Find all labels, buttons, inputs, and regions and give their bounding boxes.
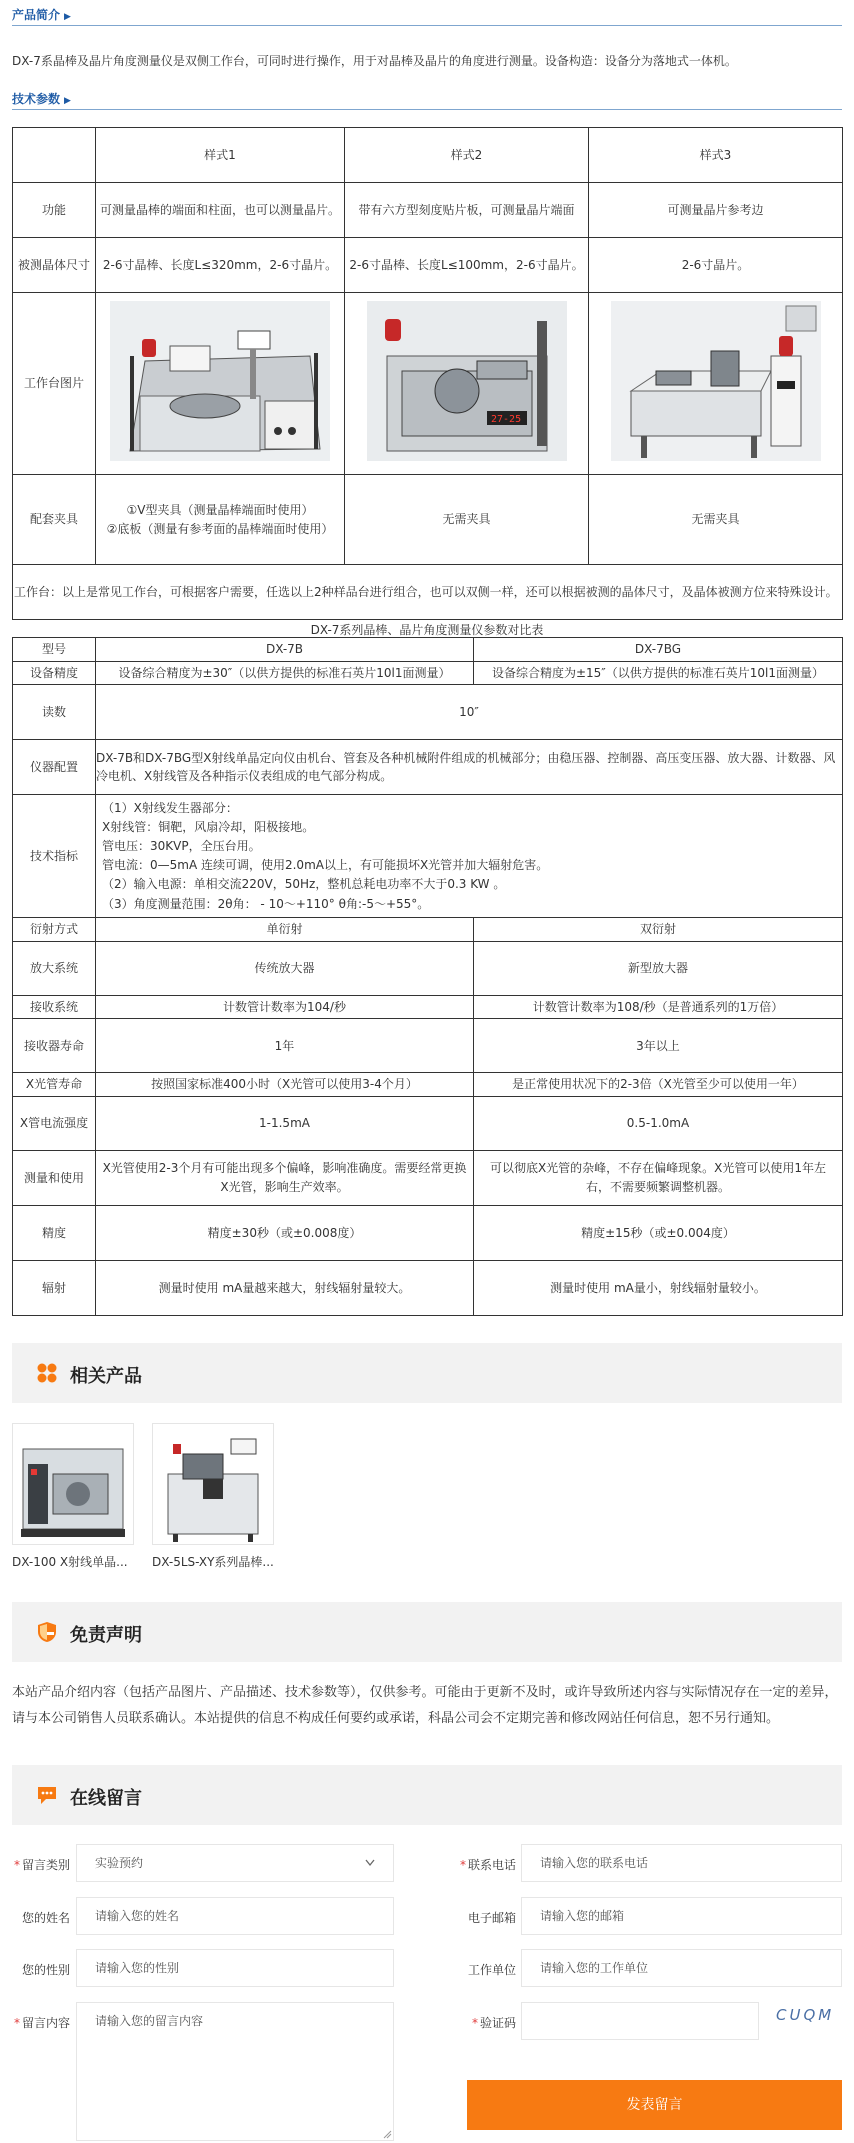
table-cell: 放大系统 <box>13 941 96 995</box>
product-image[interactable] <box>12 1423 134 1545</box>
table-cell: 精度 <box>13 1205 96 1260</box>
table-cell: 设备精度 <box>13 661 96 685</box>
table-cell: 样式2 <box>345 128 589 183</box>
table-cell: 2-6寸晶棒、长度L≤100mm，2-6寸晶片。 <box>345 238 589 293</box>
chat-icon <box>36 1784 58 1806</box>
table-cell: 样式1 <box>96 128 345 183</box>
table-cell <box>589 293 843 475</box>
fixture-line: ①V型夹具（测量晶棒端面时使用） <box>126 502 314 517</box>
company-label: 工作单位 <box>467 1963 516 1977</box>
category-value: 实验预约 <box>95 1856 144 1870</box>
tech-line: X射线管：铜靶，风扇冷却，阳极接地。 <box>102 819 315 834</box>
table-cell: DX-7B <box>96 638 474 662</box>
gender-label: 您的性别 <box>21 1963 70 1977</box>
table-cell: 样式3 <box>589 128 843 183</box>
workstation-table <box>12 127 843 620</box>
table-row <box>13 238 843 293</box>
email-input[interactable]: 请输入您的邮箱 <box>521 1897 842 1935</box>
table-cell: 精度±15秒（或±0.004度） <box>474 1205 843 1260</box>
table-row <box>13 740 843 795</box>
product-card-dx100[interactable] <box>12 1423 134 1570</box>
intro-heading <box>12 4 842 26</box>
disclaimer-header <box>12 1602 842 1662</box>
table-cell: 测量和使用 <box>13 1150 96 1205</box>
intro-text: DX-7系晶棒及晶片角度测量仪是双侧工作台，可同时进行操作，用于对晶棒及晶片的角度进行测量。设备构造：设备分为落地式一体机。 <box>12 54 737 68</box>
table-cell: 可测量晶片参考边 <box>589 183 843 238</box>
table-row <box>13 565 843 620</box>
table-cell: 是正常使用状况下的2-3倍（X光管至少可以使用一年） <box>474 1073 843 1097</box>
table-row <box>13 1019 843 1073</box>
table-cell: 可测量晶棒的端面和柱面，也可以测量晶片。 <box>96 183 345 238</box>
table-cell: 2-6寸晶棒、长度L≤320mm，2-6寸晶片。 <box>96 238 345 293</box>
category-label: * 留言类别 <box>13 1858 70 1872</box>
table-cell: 2-6寸晶片。 <box>589 238 843 293</box>
product-name[interactable]: DX-5LS-XY系列晶棒... <box>152 1555 274 1569</box>
phone-label: * 联系电话 <box>459 1858 516 1872</box>
name-label: 您的姓名 <box>21 1911 70 1925</box>
table-cell: 测量时使用 mA量小，射线辐射量较小。 <box>474 1260 843 1315</box>
table-cell <box>96 475 345 565</box>
resize-handle-icon[interactable] <box>383 2130 392 2139</box>
table-cell: 辐射 <box>13 1260 96 1315</box>
table-row <box>13 293 843 475</box>
product-name[interactable]: DX-100 X射线单晶... <box>12 1555 128 1569</box>
gender-input[interactable]: 请输入您的性别 <box>76 1949 394 1987</box>
intro-heading-text: 产品简介 <box>12 8 61 22</box>
workstation-photo-2 <box>367 301 567 461</box>
table-cell: 读数 <box>13 685 96 740</box>
grid-icon <box>36 1362 58 1384</box>
table-cell: 计数管计数率为108/秒（是普通系列的1万倍） <box>474 995 843 1019</box>
table-cell: 设备综合精度为±30″（以供方提供的标准石英片10l1面测量） <box>96 661 474 685</box>
table-cell: 3年以上 <box>474 1019 843 1073</box>
table-row <box>13 795 843 918</box>
table-cell: X光管使用2-3个月有可能出现多个偏峰，影响准确度。需要经常更换X光管，影响生产效率。 <box>96 1150 474 1205</box>
tech-line: （3）角度测量范围：2θ角： - 10～+110° θ角:-5～+55°。 <box>102 896 430 911</box>
captcha-label: * 验证码 <box>471 2016 516 2030</box>
table-cell: 接收系统 <box>13 995 96 1019</box>
table-row <box>13 661 843 685</box>
table-cell: 带有六方型刻度贴片板，可测量晶片端面 <box>345 183 589 238</box>
table-cell: 双衍射 <box>474 918 843 942</box>
comparison-caption: DX-7系列晶棒、晶片角度测量仪参数对比表 <box>310 623 544 637</box>
comparison-table <box>12 637 843 1316</box>
table-row <box>13 1073 843 1097</box>
name-input[interactable]: 请输入您的姓名 <box>76 1897 394 1935</box>
table-cell: 10″ <box>96 685 843 740</box>
table-cell: 1-1.5mA <box>96 1096 474 1150</box>
table-cell: DX-7B和DX-7BG型X射线单晶定向仪由机台、管套及各种机械附件组成的机械部分；由稳压器、控制器、高压变压器、放大器、计数器、风冷电机、X射线管及各种指示仪表组成的电气部分构成。 <box>96 740 843 795</box>
table-cell: 型号 <box>13 638 96 662</box>
lcd-readout: 27-25 <box>490 413 521 425</box>
table-row <box>13 638 843 662</box>
table-cell: 技术指标 <box>13 795 96 918</box>
table-cell <box>13 128 96 183</box>
table-cell: 衍射方式 <box>13 918 96 942</box>
table-cell: 被测晶体尺寸 <box>13 238 96 293</box>
table-footnote: 工作台：以上是常见工作台，可根据客户需要，任选以上2种样品台进行组合，也可以双侧一样，还可以根据被测的晶体尺寸，及晶体被测方位来特殊设计。 <box>13 565 843 620</box>
table-row <box>13 1150 843 1205</box>
table-cell: 设备综合精度为±15″（以供方提供的标准石英片10l1面测量） <box>474 661 843 685</box>
content-label: * 留言内容 <box>13 2016 70 2030</box>
workstation-photo-1 <box>110 301 330 461</box>
submit-button[interactable]: 发表留言 <box>467 2080 842 2130</box>
related-products-title: 相关产品 <box>70 1366 142 1387</box>
table-row <box>13 1096 843 1150</box>
table-cell: 1年 <box>96 1019 474 1073</box>
table-cell <box>345 293 589 475</box>
table-cell: 功能 <box>13 183 96 238</box>
captcha-image[interactable]: CUQM <box>776 2006 835 2024</box>
specs-heading <box>12 88 842 110</box>
table-row <box>13 918 843 942</box>
disclaimer-title: 免责声明 <box>70 1625 142 1646</box>
message-title: 在线留言 <box>70 1788 142 1809</box>
content-textarea[interactable]: 请输入您的留言内容 <box>76 2002 394 2141</box>
tech-line: （2）输入电源：单相交流220V，50Hz，整机总耗电功率不大于0.3 KW 。 <box>102 877 506 892</box>
tech-line: 管电压：30KVP，全压台用。 <box>102 839 261 853</box>
table-cell: 按照国家标准400小时（X光管可以使用3-4个月） <box>96 1073 474 1097</box>
table-cell: X管电流强度 <box>13 1096 96 1150</box>
table-cell: 精度±30秒（或±0.008度） <box>96 1205 474 1260</box>
table-cell: 配套夹具 <box>13 475 96 565</box>
table-cell: 单衍射 <box>96 918 474 942</box>
category-select[interactable] <box>76 1844 394 1882</box>
captcha-input[interactable] <box>521 2002 759 2040</box>
tech-line: （1）X射线发生器部分： <box>102 800 238 815</box>
table-cell: 工作台图片 <box>13 293 96 475</box>
table-cell: 测量时使用 mA量越来越大，射线辐射量较大。 <box>96 1260 474 1315</box>
arrow-right-icon: ▶ <box>64 96 71 106</box>
table-cell: 接收器寿命 <box>13 1019 96 1073</box>
table-cell: X光管寿命 <box>13 1073 96 1097</box>
table-row <box>13 685 843 740</box>
email-label: 电子邮箱 <box>467 1911 516 1925</box>
fixture-line: ②底板（测量有参考面的晶棒端面时使用） <box>106 521 334 536</box>
table-cell: 无需夹具 <box>345 475 589 565</box>
table-row <box>13 995 843 1019</box>
table-row <box>13 475 843 565</box>
related-products-header <box>12 1343 842 1403</box>
table-row <box>13 128 843 183</box>
table-row <box>13 183 843 238</box>
table-cell: 可以彻底X光管的杂峰，不存在偏峰现象。X光管可以使用1年左右，不需要频繁调整机器。 <box>474 1150 843 1205</box>
table-cell: 新型放大器 <box>474 941 843 995</box>
message-header <box>12 1765 842 1825</box>
product-card-dx5ls[interactable] <box>152 1423 274 1570</box>
product-image[interactable] <box>152 1423 274 1545</box>
chevron-down-icon <box>365 1859 375 1867</box>
arrow-right-icon: ▶ <box>64 12 71 22</box>
company-input[interactable]: 请输入您的工作单位 <box>521 1949 842 1987</box>
specs-heading-text: 技术参数 <box>12 92 61 106</box>
table-row <box>13 941 843 995</box>
tech-line: 管电流：0—5mA 连续可调，使用2.0mA以上，有可能损坏X光管并加大辐射危害。 <box>102 858 549 873</box>
shield-icon <box>36 1621 58 1643</box>
table-row <box>13 1260 843 1315</box>
table-cell: DX-7BG <box>474 638 843 662</box>
table-cell <box>96 293 345 475</box>
phone-input[interactable]: 请输入您的联系电话 <box>521 1844 842 1882</box>
workstation-photo-3 <box>611 301 821 461</box>
table-row <box>13 1205 843 1260</box>
table-cell: 仪器配置 <box>13 740 96 795</box>
table-cell: 无需夹具 <box>589 475 843 565</box>
table-cell: 传统放大器 <box>96 941 474 995</box>
table-cell: 0.5-1.0mA <box>474 1096 843 1150</box>
table-cell <box>96 795 843 918</box>
disclaimer-text: 本站产品介绍内容（包括产品图片、产品描述、技术参数等），仅供参考。可能由于更新不及时，或许导致所述内容与实际情况存在一定的差异，请与本公司销售人员联系确认。本站提供的信息不构成任何要约或承诺，科晶公司会不定期完善和修改网站任何信息，恕不另行通知。 <box>12 1685 838 1726</box>
table-cell: 计数管计数率为104/秒 <box>96 995 474 1019</box>
